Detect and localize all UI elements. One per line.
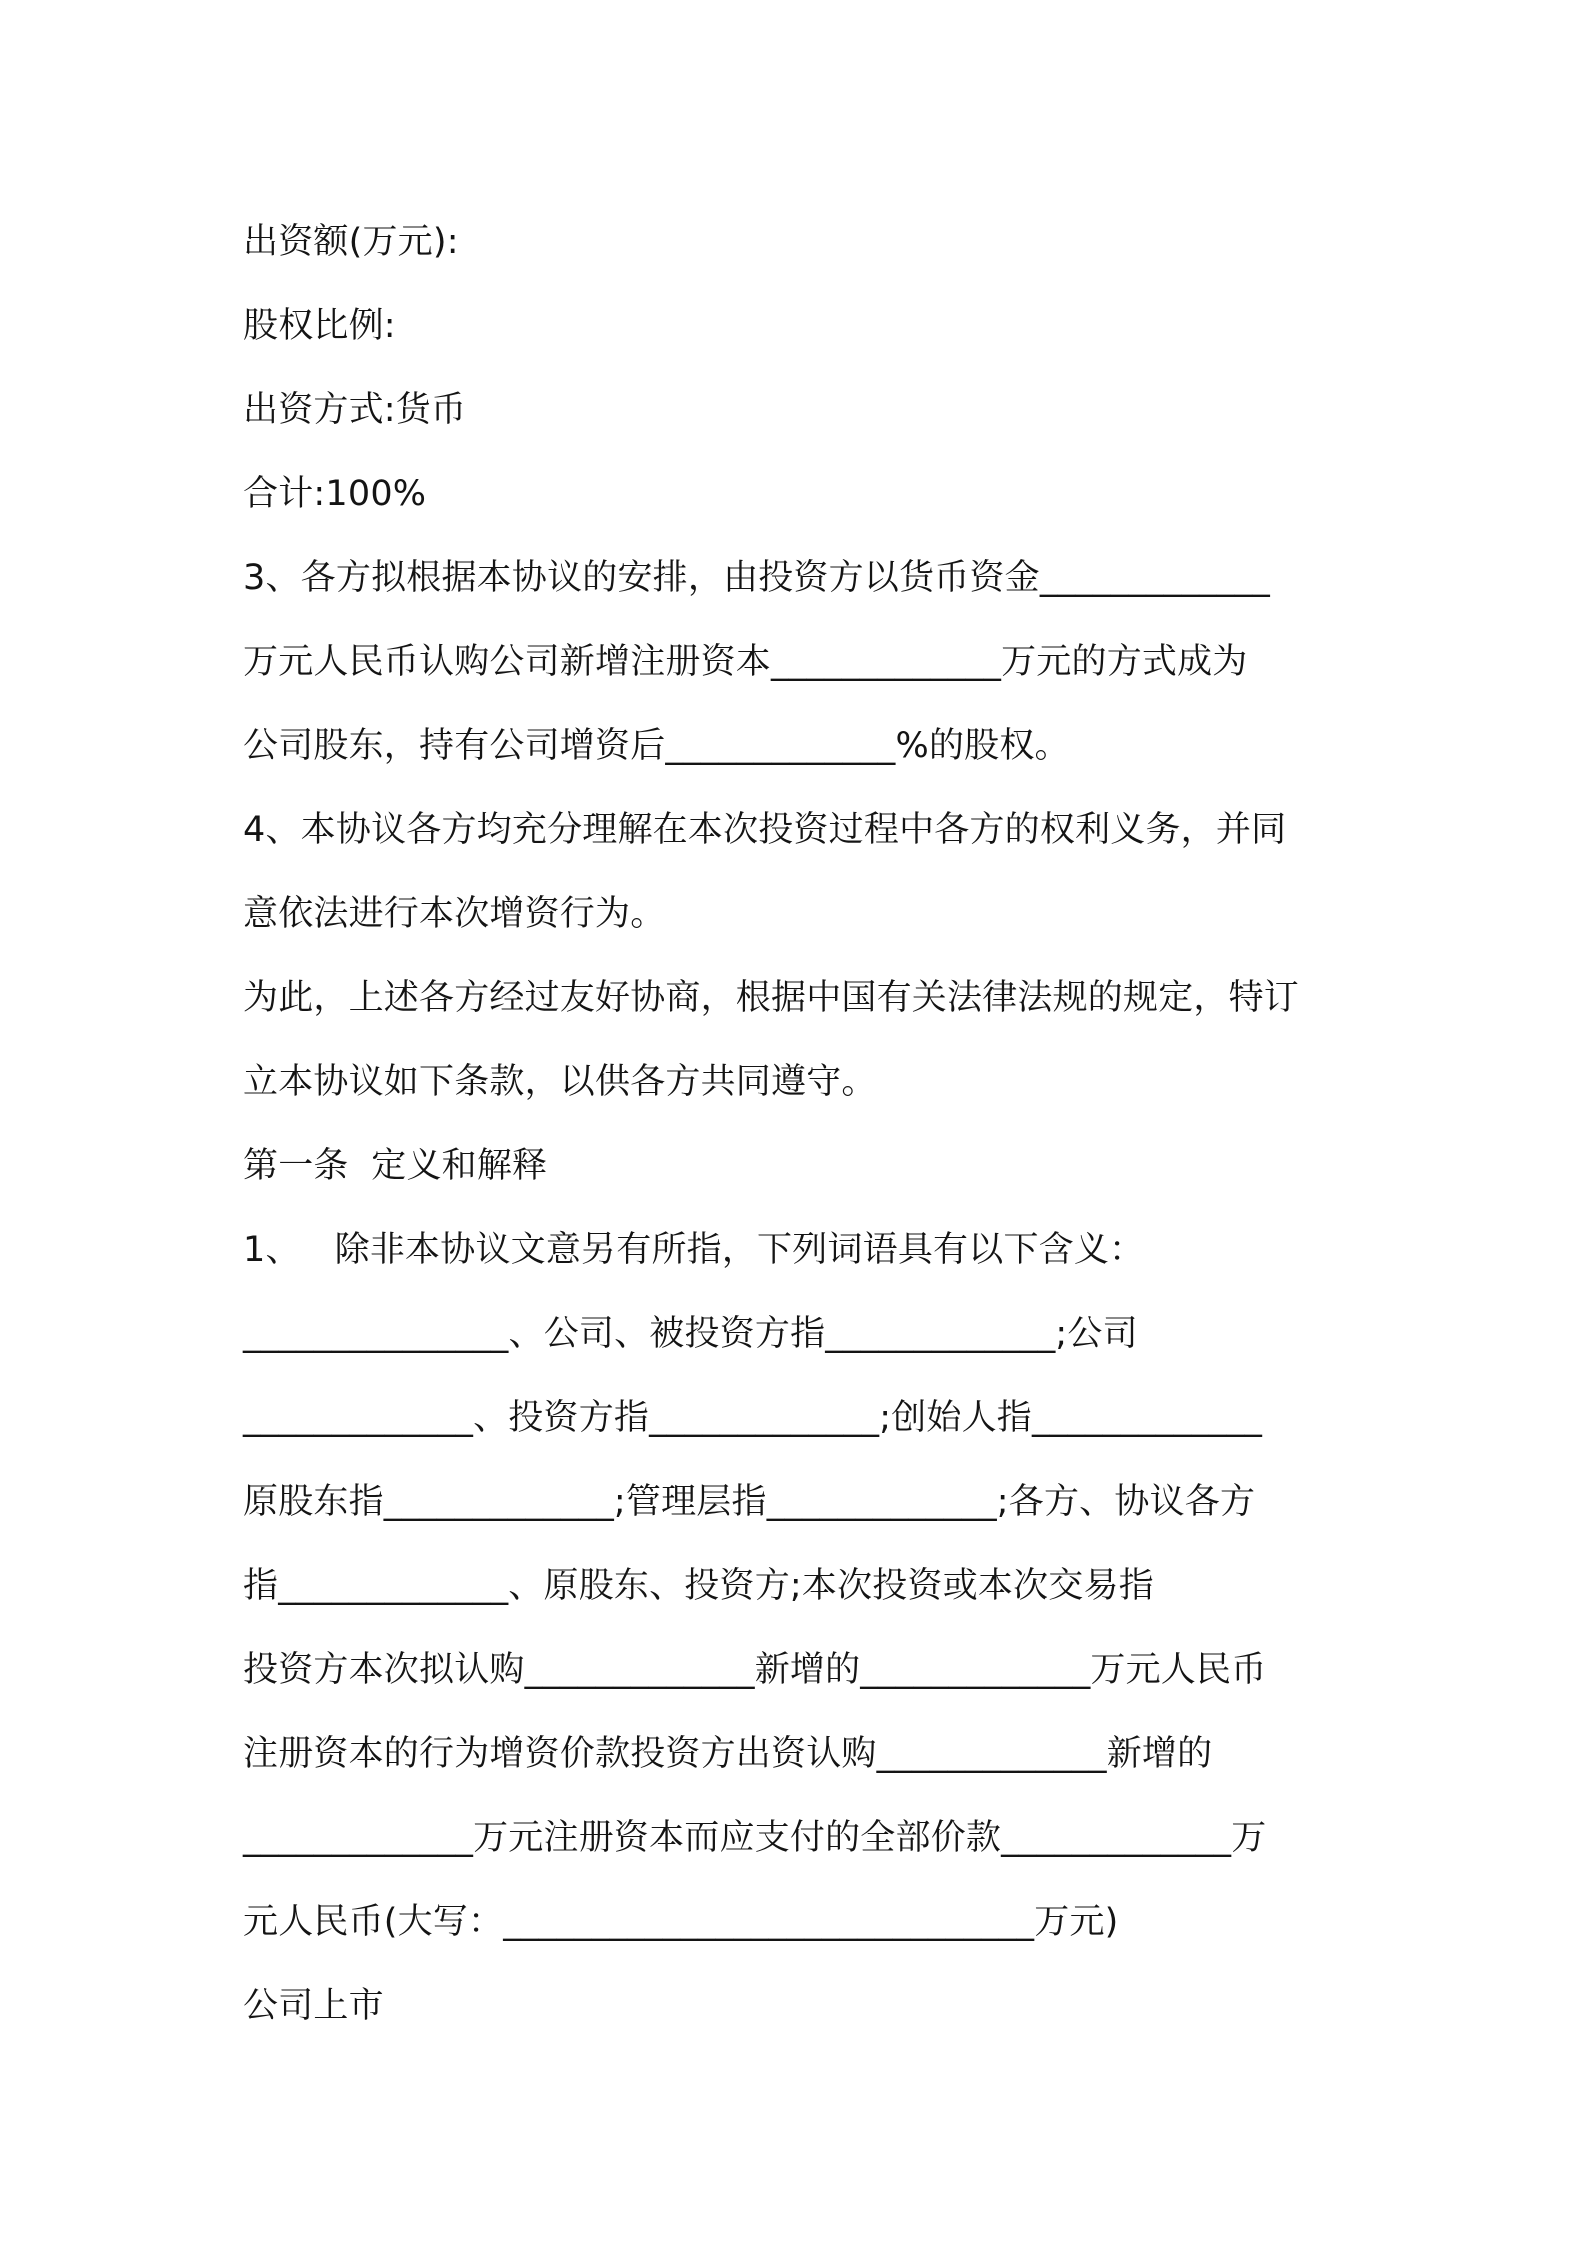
text-line-preamble-cont: 立本协议如下条款，以供各方共同遵守。 <box>243 1062 877 1102</box>
text-line-total: 合计:100% <box>243 474 427 514</box>
text-line-definitions-intro: 1、 除非本协议文意另有所指，下列词语具有以下含义： <box>243 1230 1145 1270</box>
text-line-clause-4-cont: 意依法进行本次增资行为。 <box>243 894 666 934</box>
text-line-contribution-method: 出资方式:货币 <box>243 390 467 430</box>
text-line-definition-5: 投资方本次拟认购_____________新增的_____________万元人民币 <box>243 1650 1267 1690</box>
article-heading: 第一条 定义和解释 <box>243 1146 548 1186</box>
document-body <box>243 200 1363 2048</box>
text-line-clause-3-cont-2: 公司股东，持有公司增资后_____________%的股权。 <box>243 726 1070 766</box>
text-line-clause-3: 3、各方拟根据本协议的安排，由投资方以货币资金_____________ <box>243 558 1270 598</box>
text-line-definition-6: 注册资本的行为增资价款投资方出资认购_____________新增的 <box>243 1734 1213 1774</box>
text-line-preamble: 为此，上述各方经过友好协商，根据中国有关法律法规的规定，特订 <box>243 978 1300 1018</box>
text-line-definition-1: _______________、公司、被投资方指_____________;公司 <box>243 1314 1138 1354</box>
text-line-capital-amount: 出资额(万元): <box>243 222 459 262</box>
text-line-definition-2: _____________、投资方指_____________;创始人指_____________ <box>243 1398 1263 1438</box>
text-line-definition-3: 原股东指_____________;管理层指_____________;各方、协议各方 <box>243 1482 1256 1522</box>
text-line-definition-8: 元人民币(大写：______________________________万元) <box>243 1902 1119 1942</box>
text-line-equity-ratio: 股权比例: <box>243 306 396 346</box>
text-line-clause-3-cont-1: 万元人民币认购公司新增注册资本_____________万元的方式成为 <box>243 642 1248 682</box>
text-line-definition-4: 指_____________、原股东、投资方;本次投资或本次交易指 <box>243 1566 1154 1606</box>
text-line-clause-4: 4、本协议各方均充分理解在本次投资过程中各方的权利义务，并同 <box>243 810 1287 850</box>
text-line-listing: 公司上市 <box>243 1986 384 2026</box>
text-line-definition-7: _____________万元注册资本而应支付的全部价款_____________万 <box>243 1818 1267 1858</box>
